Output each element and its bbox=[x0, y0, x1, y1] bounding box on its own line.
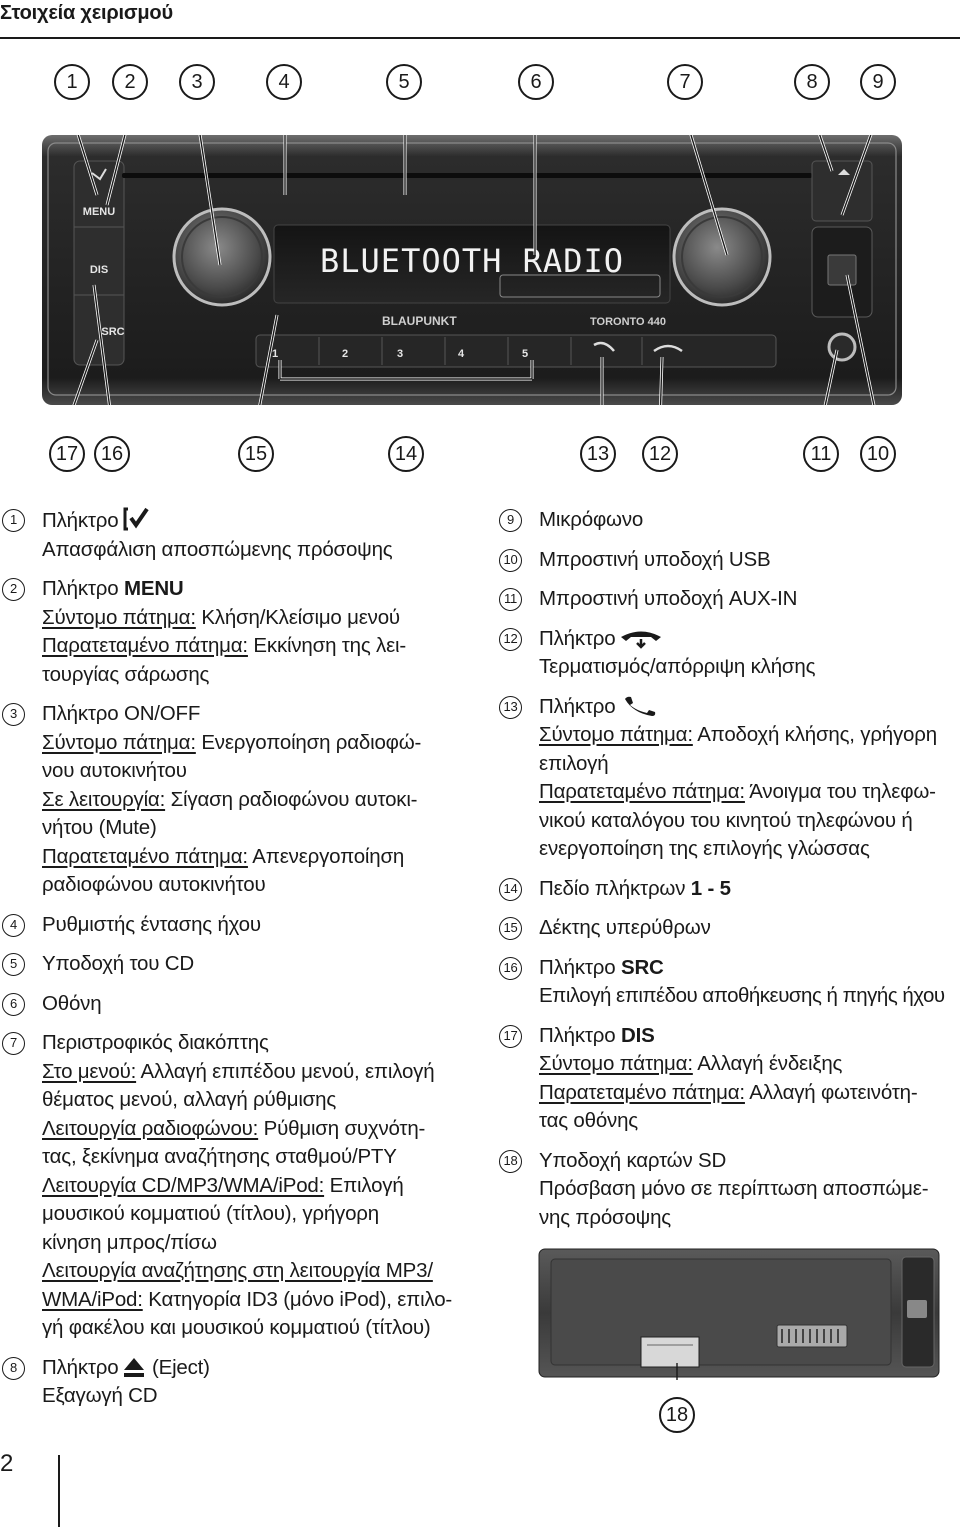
preset-1-label: 1 bbox=[272, 348, 279, 360]
legend-item-4 bbox=[0, 911, 470, 940]
item-number: 13 bbox=[499, 696, 522, 719]
callout-3: 3 bbox=[179, 64, 215, 100]
item-title-bold: SRC bbox=[620, 955, 664, 979]
item-number: 9 bbox=[499, 509, 522, 532]
callout-12: 12 bbox=[642, 436, 678, 472]
item-label: Λειτουργία ραδιοφώνου: bbox=[42, 1116, 259, 1140]
menu-label: MENU bbox=[82, 206, 116, 218]
item-label: Σε λειτουργία: bbox=[42, 787, 166, 811]
item-text: Σίγαση ραδιοφώνου αυτοκι- bbox=[165, 787, 418, 811]
item-title: Μπροστινή υποδοχή AUX-IN bbox=[539, 587, 798, 610]
usb-port bbox=[828, 255, 856, 285]
callout-8: 8 bbox=[794, 64, 830, 100]
item-title: Πλήκτρο bbox=[539, 694, 616, 718]
page-title: Στοιχεία χειρισμού bbox=[0, 2, 173, 24]
callout-6: 6 bbox=[518, 64, 554, 100]
item-label: Λειτουργία CD/MP3/WMA/iPod: bbox=[42, 1173, 325, 1197]
item-text: Κλήση/Κλείσιμο μενού bbox=[195, 605, 400, 629]
callout-9: 9 bbox=[860, 64, 896, 100]
callout-14: 14 bbox=[388, 436, 424, 472]
item-title: Υποδοχή του CD bbox=[42, 952, 194, 975]
item-number: 11 bbox=[499, 588, 522, 611]
item-text: επιλογή bbox=[539, 751, 609, 775]
legend-item-10 bbox=[497, 546, 960, 575]
legend-item-17 bbox=[497, 1022, 960, 1136]
callout-1: 1 bbox=[54, 64, 90, 100]
callout-18: 18 bbox=[659, 1397, 695, 1433]
item-text: Ρύθμιση συχνότη- bbox=[258, 1116, 426, 1140]
legend-item-9 bbox=[497, 506, 960, 535]
preset-4-label: 4 bbox=[458, 348, 465, 360]
item-description: Επιλογή επιπέδου αποθήκευσης ή πηγής ήχου bbox=[539, 984, 945, 1007]
item-number: 15 bbox=[499, 917, 522, 940]
callout-10: 10 bbox=[860, 436, 896, 472]
item-label: Παρατεταμένο πάτημα: bbox=[539, 780, 745, 803]
item-text: νικού καταλόγου του κινητού τηλεφώνου ή bbox=[539, 808, 913, 832]
dis-label: DIS bbox=[89, 264, 109, 276]
legend-item-2 bbox=[0, 575, 470, 689]
item-title: Πλήκτρο bbox=[539, 955, 621, 979]
item-description: Απασφάλιση αποσπώμενης πρόσοψης bbox=[42, 537, 393, 561]
legend-item-6 bbox=[0, 990, 470, 1019]
item-label: Σύντομο πάτημα: bbox=[539, 723, 693, 746]
item-description: νης πρόσοψης bbox=[539, 1205, 671, 1229]
callout-13: 13 bbox=[580, 436, 616, 472]
legend-item-8 bbox=[0, 1354, 470, 1411]
item-label: Παρατεταμένο πάτημα: bbox=[42, 844, 248, 868]
hang-up-icon bbox=[619, 628, 663, 650]
item-text: Επιλογή bbox=[324, 1173, 404, 1197]
item-title: Πλήκτρο ON/OFF bbox=[42, 702, 201, 725]
legend-left-column bbox=[0, 506, 470, 1422]
item-text: νήτου (Mute) bbox=[42, 816, 157, 839]
item-label: Σύντομο πάτημα: bbox=[42, 730, 196, 754]
item-title-bold: MENU bbox=[123, 577, 184, 600]
item-title-suffix: (Eject) bbox=[146, 1355, 210, 1379]
item-text: γή φακέλου και μουσικού κομματιού (τίτλου) bbox=[42, 1316, 431, 1339]
callout-15: 15 bbox=[238, 436, 274, 472]
page-number: 2 bbox=[0, 1450, 14, 1477]
legend-item-1 bbox=[0, 506, 470, 564]
item-text: Άνοιγμα του τηλεφω- bbox=[744, 780, 936, 803]
item-title-bold: 1 - 5 bbox=[690, 876, 731, 900]
brand-label: BLAUPUNKT bbox=[382, 314, 457, 328]
item-text: κίνηση μπρος/πίσω bbox=[42, 1230, 217, 1254]
preset-5-label: 5 bbox=[522, 348, 529, 360]
item-text: Αλλαγή φωτεινότη- bbox=[744, 1080, 918, 1104]
item-text: Απενεργοποίηση bbox=[247, 844, 405, 868]
item-number: 3 bbox=[2, 703, 25, 726]
display-text: BLUETOOTH RADIO bbox=[320, 242, 624, 280]
sd-card-slot bbox=[641, 1337, 699, 1367]
item-number: 5 bbox=[2, 953, 25, 976]
legend-item-7 bbox=[0, 1029, 470, 1343]
model-label: TORONTO 440 bbox=[590, 316, 667, 328]
sd-slot-illustration bbox=[537, 1245, 942, 1380]
item-text: ενεργοποίηση της επιλογής γλώσσας bbox=[539, 837, 870, 860]
item-number: 14 bbox=[499, 878, 522, 901]
callout-4: 4 bbox=[266, 64, 302, 100]
item-title: Μικρόφωνο bbox=[539, 508, 644, 531]
item-title: Περιστροφικός διακόπτης bbox=[42, 1031, 269, 1054]
item-number: 10 bbox=[499, 549, 522, 572]
legend-item-15 bbox=[497, 914, 960, 943]
item-label: Σύντομο πάτημα: bbox=[539, 1052, 693, 1075]
item-text: Εκκίνηση της λει- bbox=[247, 634, 407, 657]
item-title: Δέκτης υπερύθρων bbox=[539, 916, 711, 939]
item-text: θέματος μενού, αλλαγή ρύθμισης bbox=[42, 1088, 337, 1111]
legend-item-16 bbox=[497, 954, 960, 1011]
footer-divider bbox=[58, 1455, 60, 1527]
item-number: 16 bbox=[499, 957, 522, 980]
callout-11: 11 bbox=[803, 436, 839, 472]
item-number: 7 bbox=[2, 1032, 25, 1055]
item-title: Πλήκτρο bbox=[42, 577, 124, 600]
item-text: τουργίας σάρωσης bbox=[42, 662, 210, 686]
item-text: νου αυτοκινήτου bbox=[42, 759, 187, 782]
item-title: Υποδοχή καρτών SD bbox=[539, 1148, 727, 1172]
item-number: 1 bbox=[2, 509, 25, 532]
item-title: Ρυθμιστής έντασης ήχου bbox=[42, 912, 261, 936]
item-text: Ενεργοποίηση ραδιοφώ- bbox=[195, 730, 422, 754]
item-title: Πλήκτρο bbox=[539, 1023, 621, 1047]
item-number: 4 bbox=[2, 914, 25, 937]
phone-accept-icon bbox=[619, 696, 663, 718]
item-description: Πρόσβαση μόνο σε περίπτωση αποσπώμε- bbox=[539, 1177, 929, 1200]
item-number: 12 bbox=[499, 628, 522, 651]
header-divider bbox=[0, 37, 960, 39]
item-text: Αποδοχή κλήσης, γρήγορη bbox=[692, 723, 937, 746]
legend-item-12 bbox=[497, 625, 960, 682]
callout-2: 2 bbox=[112, 64, 148, 100]
item-number: 17 bbox=[499, 1025, 522, 1048]
item-text: μουσικού κομματιού (τίτλου), γρήγορη bbox=[42, 1202, 379, 1225]
aux-port bbox=[829, 334, 855, 360]
item-label: Σύντομο πάτημα: bbox=[42, 605, 196, 629]
item-title: Πλήκτρο bbox=[42, 1355, 119, 1379]
callout-16: 16 bbox=[94, 436, 130, 472]
legend-item-13 bbox=[497, 693, 960, 864]
item-title: Οθόνη bbox=[42, 991, 102, 1015]
item-description: Τερματισμός/απόρριψη κλήσης bbox=[539, 655, 816, 678]
legend-item-11 bbox=[497, 585, 960, 614]
item-title: Μπροστινή υποδοχή USB bbox=[539, 547, 771, 571]
item-text: ραδιοφώνου αυτοκινήτου bbox=[42, 873, 266, 896]
legend-item-5 bbox=[0, 950, 470, 979]
eject-icon bbox=[122, 1355, 146, 1379]
face-release-icon bbox=[122, 506, 152, 532]
item-text: τας, ξεκίνημα αναζήτησης σταθμού/PTY bbox=[42, 1145, 397, 1168]
item-title-bold: DIS bbox=[620, 1023, 655, 1047]
item-label: Στο μενού: bbox=[42, 1059, 137, 1083]
item-title: Πλήκτρο bbox=[539, 626, 616, 650]
legend-right-column bbox=[497, 506, 960, 1243]
item-number: 2 bbox=[2, 578, 25, 601]
callout-7: 7 bbox=[667, 64, 703, 100]
item-text: τας οθόνης bbox=[539, 1109, 638, 1132]
item-description: Εξαγωγή CD bbox=[42, 1384, 158, 1407]
item-text: Αλλαγή επιπέδου μενού, επιλογή bbox=[136, 1059, 435, 1083]
item-number: 6 bbox=[2, 993, 25, 1016]
legend-item-3 bbox=[0, 700, 470, 900]
legend-item-14 bbox=[497, 875, 960, 904]
item-text: Αλλαγή ένδειξης bbox=[692, 1052, 843, 1075]
preset-2-label: 2 bbox=[342, 348, 349, 360]
item-label: Παρατεταμένο πάτημα: bbox=[539, 1080, 745, 1104]
preset-3-label: 3 bbox=[397, 348, 404, 360]
item-text: Κατηγορία ID3 (μόνο iPod), επιλο- bbox=[142, 1287, 453, 1311]
item-title: Πεδίο πλήκτρων bbox=[539, 876, 691, 900]
callout-5: 5 bbox=[386, 64, 422, 100]
item-number: 18 bbox=[499, 1150, 522, 1173]
item-label: WMA/iPod: bbox=[42, 1287, 143, 1311]
item-title: Πλήκτρο bbox=[42, 509, 119, 532]
src-label: SRC bbox=[101, 326, 125, 338]
item-number: 8 bbox=[2, 1357, 25, 1380]
item-label: Λειτουργία αναζήτησης στη λειτουργία MP3/ bbox=[42, 1259, 433, 1282]
car-radio-illustration bbox=[42, 135, 902, 405]
callout-17: 17 bbox=[49, 436, 85, 472]
item-label: Παρατεταμένο πάτημα: bbox=[42, 634, 248, 657]
legend-item-18 bbox=[497, 1147, 960, 1233]
